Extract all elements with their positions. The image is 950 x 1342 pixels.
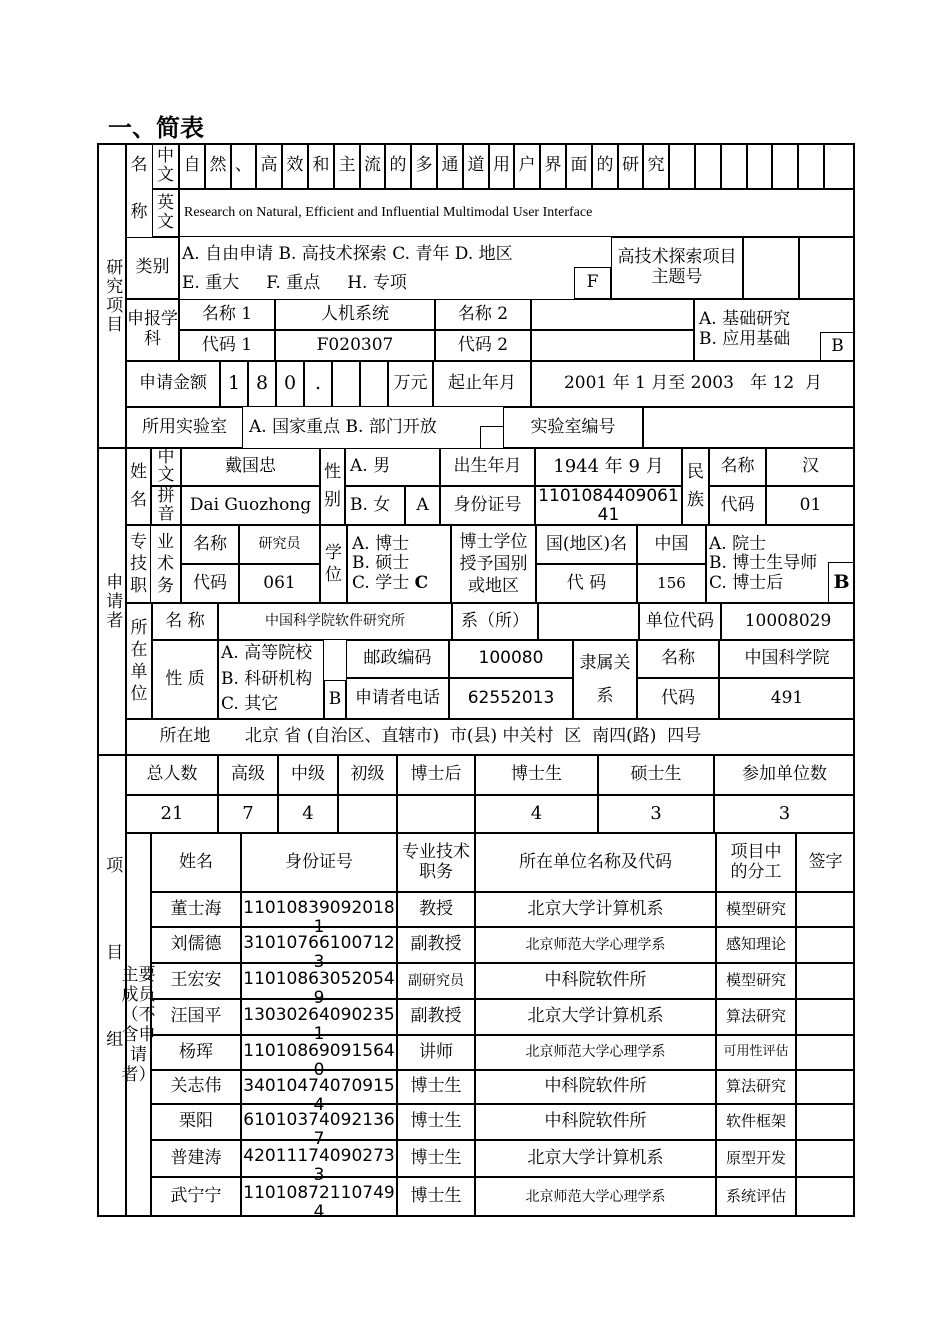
member-id[interactable]: 110108630520549	[241, 963, 397, 999]
amount-digit[interactable]: 8	[248, 361, 276, 407]
member-unit[interactable]: 北京师范大学心理学系	[475, 1035, 716, 1070]
lab-value[interactable]	[480, 426, 503, 448]
period-value[interactable]: 2001 年 1 月至 2003 年 12 月	[531, 361, 855, 407]
cn-title-char[interactable]: 主	[334, 143, 360, 189]
member-unit[interactable]: 北京大学计算机系	[475, 999, 716, 1035]
member-sign[interactable]	[796, 1104, 855, 1140]
member-unit[interactable]: 北京大学计算机系	[475, 1140, 716, 1177]
stats-value[interactable]: 3	[598, 795, 714, 833]
member-title[interactable]: 博士生	[397, 1177, 475, 1217]
code2-label: 代码 2	[435, 330, 531, 361]
stats-header: 总人数	[126, 755, 218, 795]
member-unit[interactable]: 中科院软件所	[475, 1070, 716, 1104]
member-title[interactable]: 讲师	[397, 1035, 475, 1070]
role-b: B. 博士生导师	[709, 553, 818, 574]
lab-no-label: 实验室编号	[503, 407, 643, 448]
en-label: 英文	[152, 189, 179, 237]
cn-title-char[interactable]: 自	[179, 143, 205, 189]
basic-value[interactable]: B	[820, 332, 855, 361]
nation-code[interactable]: 01	[766, 486, 855, 525]
member-title[interactable]: 副教授	[397, 999, 475, 1035]
lab-no-value[interactable]	[643, 407, 855, 448]
amount-digit[interactable]: 1	[220, 361, 248, 407]
amount-digit[interactable]: .	[304, 361, 332, 407]
code1-value[interactable]: F020307	[275, 330, 435, 361]
members-label: 主要成员（不含申请者）	[126, 833, 151, 1217]
category-options	[182, 240, 577, 298]
member-name[interactable]: 董士海	[151, 892, 241, 927]
lab-options: A. 国家重点 B. 部门开放	[249, 416, 437, 437]
nation-label: 民族	[682, 448, 709, 525]
category-line2: E. 重大 F. 重点 H. 专项	[182, 272, 407, 293]
stats-header: 中级	[278, 755, 338, 795]
affil-name[interactable]: 中国科学院	[719, 640, 855, 678]
affil-label: 隶属关系	[573, 640, 637, 719]
member-sign[interactable]	[796, 963, 855, 999]
name1-label: 名称 1	[179, 299, 275, 330]
stats-header: 博士生	[475, 755, 598, 795]
amount-digit-blank-2[interactable]	[360, 361, 388, 407]
cn-title-char[interactable]: 研	[618, 143, 643, 189]
nature-a: A. 高等院校	[221, 643, 313, 664]
member-sign[interactable]	[796, 892, 855, 927]
applicant-group-label: 申请者	[97, 448, 126, 755]
dept-label: 系（所）	[452, 603, 538, 640]
member-unit[interactable]: 北京师范大学心理学系	[475, 1177, 716, 1217]
code2-value[interactable]	[531, 330, 694, 361]
page-title: 一、简表	[108, 114, 204, 142]
title-code-label: 代码	[181, 564, 239, 603]
name-py-label: 拼音	[151, 486, 181, 525]
cn-title-char[interactable]: 、	[231, 143, 256, 189]
member-name[interactable]: 关志伟	[151, 1070, 241, 1104]
title-name[interactable]: 研究员	[239, 525, 320, 564]
degree-a: A. 博士	[352, 533, 410, 554]
category-line1: A. 自由申请 B. 高技术探索 C. 青年 D. 地区	[182, 243, 513, 264]
member-title[interactable]: 博士生	[397, 1070, 475, 1104]
member-id[interactable]: 110108390920181	[241, 892, 397, 927]
amount-digit-blank[interactable]	[332, 361, 360, 407]
cn-title-char[interactable]: 和	[308, 143, 334, 189]
hitech-value[interactable]	[743, 237, 799, 299]
cn-title-char[interactable]	[721, 143, 747, 189]
member-name[interactable]: 武宁宁	[151, 1177, 241, 1217]
member-id[interactable]: 610103740921367	[241, 1104, 397, 1140]
country-name[interactable]: 中国	[637, 525, 706, 564]
cn-title-char[interactable]: 高	[256, 143, 282, 189]
member-header-role: 项目中的分工	[716, 833, 796, 892]
role-c: C. 博士后	[709, 572, 784, 593]
cn-title-char[interactable]: 用	[489, 143, 514, 189]
member-sign[interactable]	[796, 999, 855, 1035]
member-sign[interactable]	[796, 1035, 855, 1070]
name-label: 姓名	[126, 448, 151, 525]
cn-title-char[interactable]: 户	[514, 143, 540, 189]
cn-title-char[interactable]	[747, 143, 772, 189]
name-label-2: 称	[130, 202, 148, 223]
member-name[interactable]: 刘儒德	[151, 927, 241, 963]
en-title: Research on Natural, Efficient and Influential Multimodal User Interface	[179, 189, 855, 237]
name-cn-value[interactable]: 戴国忠	[181, 448, 320, 486]
subject-label: 申报学科	[126, 299, 179, 361]
member-id[interactable]: 420111740902733	[241, 1140, 397, 1177]
cn-title-char[interactable]: 道	[463, 143, 489, 189]
member-name[interactable]: 王宏安	[151, 963, 241, 999]
stats-value[interactable]: 7	[218, 795, 278, 833]
member-id[interactable]: 310107661007123	[241, 927, 397, 963]
member-role[interactable]: 软件框架	[716, 1104, 796, 1140]
period-label: 起止年月	[433, 361, 531, 407]
location-label: 所在地	[126, 719, 217, 755]
member-header-id: 身份证号	[241, 833, 397, 892]
member-title[interactable]: 副教授	[397, 927, 475, 963]
cn-title-char[interactable]	[798, 143, 824, 189]
stats-value[interactable]	[397, 795, 475, 833]
cn-title-char[interactable]: 的	[592, 143, 618, 189]
stats-value[interactable]: 4	[278, 795, 338, 833]
degree-b: B. 硕士	[352, 553, 410, 574]
nature-c: C. 其它	[221, 694, 279, 715]
research-group-label: 研究项目	[97, 143, 126, 448]
basic-a: A. 基础研究	[699, 309, 791, 330]
sex-a: A. 男	[345, 448, 440, 486]
member-id[interactable]: 130302640902351	[241, 999, 397, 1035]
category-value[interactable]: F	[574, 267, 611, 299]
unit-group-label: 所在单位	[126, 603, 152, 719]
cn-title-char[interactable]	[669, 143, 695, 189]
member-unit[interactable]: 北京大学计算机系	[475, 892, 716, 927]
cn-title-char[interactable]: 流	[360, 143, 385, 189]
hitech-label: 高技术探索项目主题号	[611, 237, 743, 299]
cn-title-char[interactable]: 通	[437, 143, 463, 189]
dept-value[interactable]	[538, 603, 639, 640]
member-name[interactable]: 汪国平	[151, 999, 241, 1035]
hitech-value-2[interactable]	[799, 237, 855, 299]
stats-header: 初级	[338, 755, 397, 795]
unit-name-label: 名 称	[152, 603, 218, 640]
member-header-unit: 所在单位名称及代码	[475, 833, 716, 892]
post-label: 邮政编码	[346, 640, 449, 678]
nation-name[interactable]: 汉	[766, 448, 855, 486]
id-value[interactable]: 110108440906141	[535, 486, 682, 525]
nature-options	[218, 640, 324, 719]
country-code[interactable]: 156	[637, 564, 706, 603]
title-group-label-2: 业术务	[151, 525, 181, 603]
stats-value[interactable]: 4	[475, 795, 598, 833]
affil-code[interactable]: 491	[719, 678, 855, 719]
cn-title-char[interactable]	[824, 143, 855, 189]
member-unit[interactable]: 北京师范大学心理学系	[475, 927, 716, 963]
phd-country-label: 博士学位授予国别或地区	[451, 525, 536, 603]
location-value[interactable]: 北京 省 (自治区、直辖市) 市(县) 中关村 区 南四(路) 四号	[217, 719, 855, 755]
team-group-label: 项目组	[97, 755, 126, 1217]
cn-title-char[interactable]: 的	[385, 143, 411, 189]
nation-code-label: 代码	[709, 486, 766, 525]
degree-value[interactable]: C	[414, 572, 429, 593]
member-title[interactable]: 副研究员	[397, 963, 475, 999]
cn-title-char[interactable]: 究	[643, 143, 669, 189]
unit-code-label: 单位代码	[639, 603, 721, 640]
nature-b: B. 科研机构	[221, 668, 313, 689]
member-role[interactable]: 算法研究	[716, 1070, 796, 1104]
member-id[interactable]: 110108721107494	[241, 1177, 397, 1217]
member-role[interactable]: 模型研究	[716, 892, 796, 927]
member-title[interactable]: 博士生	[397, 1140, 475, 1177]
sex-value[interactable]: A	[405, 486, 440, 525]
degree-c: C. 学士 C	[352, 572, 429, 593]
cn-title-char[interactable]: 多	[411, 143, 437, 189]
country-code-label: 代 码	[536, 564, 637, 603]
member-role[interactable]: 系统评估	[716, 1177, 796, 1217]
category-label: 类别	[126, 237, 179, 299]
post-value[interactable]: 100080	[449, 640, 573, 678]
cn-title-char[interactable]: 效	[282, 143, 308, 189]
title-code[interactable]: 061	[239, 564, 320, 603]
member-header-sign: 签字	[796, 833, 855, 892]
member-title[interactable]: 博士生	[397, 1104, 475, 1140]
country-name-label: 国(地区)名	[536, 525, 637, 564]
member-role[interactable]: 模型研究	[716, 963, 796, 999]
stats-header: 高级	[218, 755, 278, 795]
member-sign[interactable]	[796, 1140, 855, 1177]
member-unit[interactable]: 中科院软件所	[475, 1104, 716, 1140]
sex-b: B. 女	[345, 486, 405, 525]
birth-value[interactable]: 1944 年 9 月	[535, 448, 682, 486]
nature-value[interactable]: B	[324, 680, 346, 719]
unit-name[interactable]: 中国科学院软件研究所	[218, 603, 452, 640]
role-a: A. 院士	[709, 533, 767, 554]
member-sign[interactable]	[796, 927, 855, 963]
amount-unit: 万元	[388, 361, 433, 407]
name2-label: 名称 2	[435, 299, 531, 330]
member-unit[interactable]: 中科院软件所	[475, 963, 716, 999]
cn-title-char[interactable]	[772, 143, 798, 189]
stats-header: 参加单位数	[714, 755, 855, 795]
member-sign[interactable]	[796, 1177, 855, 1217]
member-name[interactable]: 栗阳	[151, 1104, 241, 1140]
phone-label: 申请者电话	[346, 678, 449, 719]
stats-header: 博士后	[397, 755, 475, 795]
lab-label: 所用实验室	[126, 407, 243, 448]
cn-title-char[interactable]: 然	[205, 143, 231, 189]
title-name-label: 名称	[181, 525, 239, 564]
id-label: 身份证号	[440, 486, 535, 525]
member-header-name: 姓名	[151, 833, 241, 892]
member-name[interactable]: 杨珲	[151, 1035, 241, 1070]
sex-label: 性别	[320, 448, 345, 525]
amount-digit[interactable]: 0	[276, 361, 304, 407]
affil-name-label: 名称	[637, 640, 719, 678]
name-label-1: 名	[130, 155, 148, 176]
name-cn-label: 中文	[151, 448, 181, 486]
unit-code[interactable]: 10008029	[721, 603, 855, 640]
cn-label: 中文	[152, 143, 179, 189]
member-role[interactable]: 原型开发	[716, 1140, 796, 1177]
stats-value[interactable]: 3	[714, 795, 855, 833]
member-role[interactable]: 感知理论	[716, 927, 796, 963]
cn-title-char[interactable]: 界	[540, 143, 566, 189]
name-py-value[interactable]: Dai Guozhong	[181, 486, 320, 525]
code1-label: 代码 1	[179, 330, 275, 361]
member-sign[interactable]	[796, 1070, 855, 1104]
amount-label: 申请金额	[126, 361, 220, 407]
member-title[interactable]: 教授	[397, 892, 475, 927]
affil-code-label: 代码	[637, 678, 719, 719]
cn-title-char[interactable]: 面	[566, 143, 592, 189]
member-name[interactable]: 普建涛	[151, 1140, 241, 1177]
member-id[interactable]: 110108690915640	[241, 1035, 397, 1070]
title-group-label: 专技职	[126, 525, 151, 603]
phone-value[interactable]: 62552013	[449, 678, 573, 719]
role-value[interactable]: B	[828, 562, 855, 603]
degree-options	[347, 525, 451, 603]
name1-value[interactable]: 人机系统	[275, 299, 435, 330]
basic-b: B. 应用基础	[699, 329, 791, 349]
stats-value[interactable]: 21	[126, 795, 218, 833]
degree-label: 学位	[320, 525, 347, 603]
member-role[interactable]: 算法研究	[716, 999, 796, 1035]
nature-label: 性 质	[152, 640, 218, 719]
member-header-title: 专业技术职务	[397, 833, 475, 892]
birth-label: 出生年月	[440, 448, 535, 486]
name2-value[interactable]	[531, 299, 694, 330]
nation-name-label: 名称	[709, 448, 766, 486]
member-role[interactable]: 可用性评估	[716, 1035, 796, 1070]
stats-header: 硕士生	[598, 755, 714, 795]
stats-value[interactable]	[338, 795, 397, 833]
cn-title-char[interactable]	[695, 143, 721, 189]
member-id[interactable]: 340104740709154	[241, 1070, 397, 1104]
